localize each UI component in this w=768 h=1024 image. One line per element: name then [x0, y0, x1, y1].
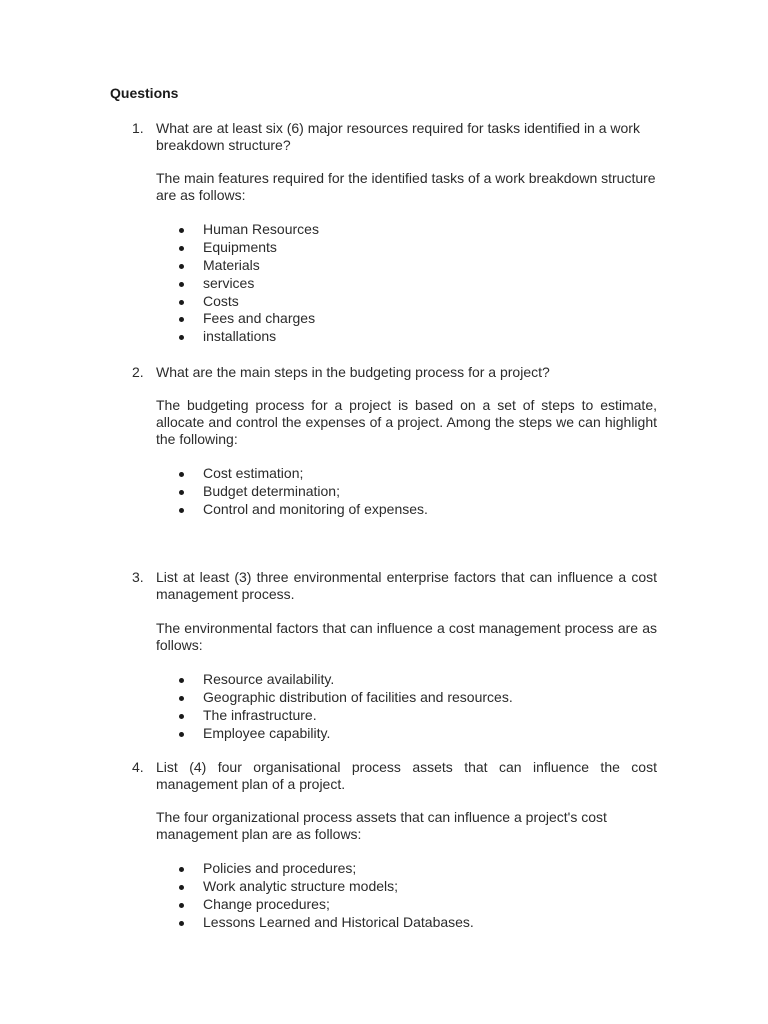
bullet-icon [179, 246, 184, 251]
list-item: Change procedures; [156, 896, 657, 914]
bullet-icon [179, 490, 184, 495]
list-item: Lessons Learned and Historical Databases. [156, 914, 657, 932]
bullet-icon [179, 678, 184, 683]
list-item: Human Resources [156, 221, 657, 239]
answer-2-list [156, 465, 657, 519]
list-item: Budget determination; [156, 483, 657, 501]
answer-1-text: The main features required for the identified tasks of a work breakdown structure are as follows: [156, 170, 656, 203]
answer-3-list [156, 671, 657, 743]
bullet-icon [179, 921, 184, 926]
answer-1-list [156, 221, 657, 346]
bullet-icon [179, 696, 184, 701]
bullet-icon [179, 508, 184, 513]
bullet-icon [179, 867, 184, 872]
question-2-number: 2. [132, 364, 144, 380]
list-item: Geographic distribution of facilities and resources. [156, 689, 657, 707]
list-item: Resource availability. [156, 671, 657, 689]
list-item: Work analytic structure models; [156, 878, 657, 896]
answer-4-text: The four organizational process assets that can influence a project's cost management plan are as follows: [156, 809, 607, 842]
question-2-text: What are the main steps in the budgeting process for a project? [156, 364, 550, 380]
answer-4-list [156, 860, 657, 932]
bullet-icon [179, 264, 184, 269]
list-item: Costs [156, 293, 657, 311]
answer-2-text: The budgeting process for a project is based on a set of steps to estimate, allocate and control the expenses of a project. Among the steps we can highlight the following: [156, 397, 657, 447]
list-item: installations [156, 328, 657, 346]
question-4-text: List (4) four organisational process assets that can influence the cost management plan of a project. [156, 759, 657, 792]
list-item: Fees and charges [156, 310, 657, 328]
bullet-icon [179, 300, 184, 305]
list-item: Policies and procedures; [156, 860, 657, 878]
question-3-number: 3. [132, 569, 144, 585]
question-1-number: 1. [132, 120, 144, 136]
list-item: services [156, 275, 657, 293]
bullet-icon [179, 335, 184, 340]
list-item: Cost estimation; [156, 465, 657, 483]
list-item: Equipments [156, 239, 657, 257]
bullet-icon [179, 472, 184, 477]
bullet-icon [179, 282, 184, 287]
bullet-icon [179, 317, 184, 322]
list-item: The infrastructure. [156, 707, 657, 725]
list-item: Employee capability. [156, 725, 657, 743]
list-item: Materials [156, 257, 657, 275]
bullet-icon [179, 228, 184, 233]
bullet-icon [179, 732, 184, 737]
bullet-icon [179, 714, 184, 719]
question-3-text: List at least (3) three environmental enterprise factors that can influence a cost management process. [156, 569, 657, 602]
question-1-text: What are at least six (6) major resources required for tasks identified in a work breakdown structure? [156, 120, 640, 153]
question-4-number: 4. [132, 759, 144, 775]
bullet-icon [179, 885, 184, 890]
list-item: Control and monitoring of expenses. [156, 501, 657, 519]
bullet-icon [179, 903, 184, 908]
answer-3-text: The environmental factors that can influence a cost management process are as follows: [156, 620, 657, 653]
page-title: Questions [110, 85, 179, 101]
